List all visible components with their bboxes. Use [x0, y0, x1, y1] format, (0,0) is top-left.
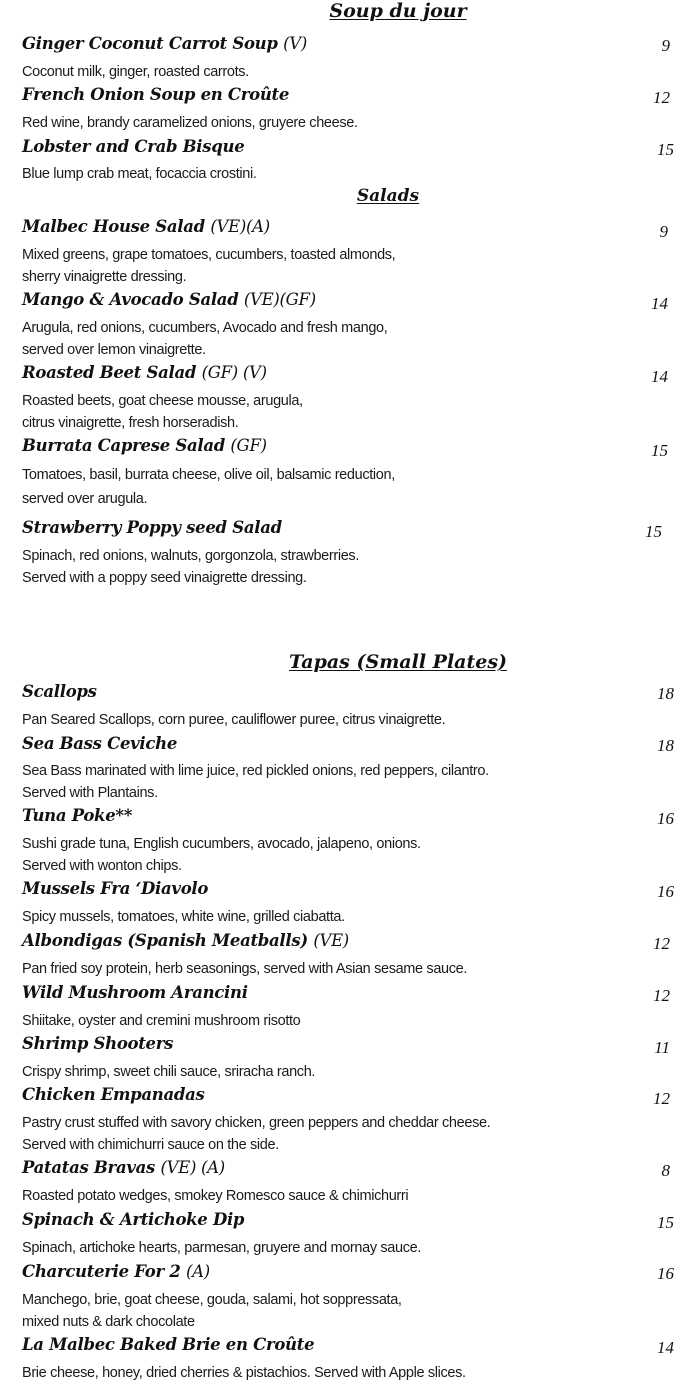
item-description: Sea Bass marinated with lime juice, red pickled onions, red peppers, cilantro. [22, 763, 489, 779]
item-name: French Onion Soup en Croûte [22, 85, 290, 104]
item-price: 12 [653, 1089, 670, 1108]
item-description: Roasted beets, goat cheese mousse, arugula, [22, 393, 303, 409]
item-price: 15 [657, 140, 674, 159]
item-description: Served with wonton chips. [22, 858, 182, 874]
item-price: 16 [657, 809, 674, 828]
item-name: Burrata Caprese Salad [22, 436, 225, 455]
item-price: 15 [651, 441, 668, 460]
item-tags: (VE)(GF) [243, 290, 316, 309]
item-tags: (GF) [230, 436, 267, 455]
item-price: 14 [651, 367, 668, 386]
item-description: Served with a poppy seed vinaigrette dressing. [22, 570, 307, 586]
item-description: Spinach, artichoke hearts, parmesan, gruyere and mornay sauce. [22, 1240, 422, 1256]
item-price: 9 [659, 222, 668, 241]
item-name: Tuna Poke** [22, 806, 133, 825]
item-description: Mixed greens, grape tomatoes, cucumbers, toasted almonds, [22, 247, 396, 263]
item-name: Strawberry Poppy seed Salad [22, 518, 282, 537]
item-name: Lobster and Crab Bisque [22, 137, 245, 156]
item-description: Brie cheese, honey, dried cherries & pistachios. Served with Apple slices. [22, 1365, 466, 1381]
item-description: Tomatoes, basil, burrata cheese, olive oil, balsamic reduction, [22, 467, 395, 483]
item-description: citrus vinaigrette, fresh horseradish. [22, 415, 239, 431]
item-description: Shiitake, oyster and cremini mushroom risotto [22, 1013, 301, 1029]
item-price: 14 [651, 294, 668, 313]
item-name: Roasted Beet Salad [22, 363, 197, 382]
item-name: Ginger Coconut Carrot Soup [22, 34, 278, 53]
item-price: 9 [661, 36, 670, 55]
item-description: Roasted potato wedges, smokey Romesco sauce & chimichurri [22, 1188, 409, 1204]
item-tags: (GF) (V) [201, 363, 267, 382]
item-name: Shrimp Shooters [22, 1034, 174, 1053]
item-name: Mango & Avocado Salad [22, 290, 239, 309]
item-description: sherry vinaigrette dressing. [22, 269, 187, 285]
item-price: 14 [657, 1338, 674, 1357]
item-description: served over lemon vinaigrette. [22, 342, 206, 358]
item-tags: (VE)(A) [210, 217, 270, 236]
item-price: 18 [657, 684, 674, 703]
item-tags: (V) [283, 34, 307, 53]
item-name: Charcuterie For 2 [22, 1262, 181, 1281]
item-description: Red wine, brandy caramelized onions, gruyere cheese. [22, 115, 358, 131]
item-name: Scallops [22, 682, 97, 701]
item-price: 12 [653, 986, 670, 1005]
item-tags: (A) [185, 1262, 210, 1281]
item-price: 8 [661, 1161, 670, 1180]
item-description: Sushi grade tuna, English cucumbers, avocado, jalapeno, onions. [22, 836, 421, 852]
item-name: Mussels Fra ‘Diavolo [22, 879, 209, 898]
item-tags: (VE) (A) [160, 1158, 225, 1177]
section-heading-soup: Soup du jour [329, 0, 467, 22]
item-description: Pastry crust stuffed with savory chicken, green peppers and cheddar cheese. [22, 1115, 491, 1131]
item-description: Pan fried soy protein, herb seasonings, served with Asian sesame sauce. [22, 961, 468, 977]
item-description: Spicy mussels, tomatoes, white wine, grilled ciabatta. [22, 909, 345, 925]
item-price: 11 [654, 1038, 670, 1057]
item-name: Sea Bass Ceviche [22, 734, 178, 753]
item-description: Pan Seared Scallops, corn puree, cauliflower puree, citrus vinaigrette. [22, 712, 446, 728]
item-price: 12 [653, 934, 670, 953]
item-price: 18 [657, 736, 674, 755]
item-name: Spinach & Artichoke Dip [22, 1210, 245, 1229]
item-name: Chicken Empanadas [22, 1085, 205, 1104]
item-description: Served with Plantains. [22, 785, 158, 801]
item-description: Coconut milk, ginger, roasted carrots. [22, 64, 249, 80]
item-name: Malbec House Salad [22, 217, 205, 236]
item-description: Manchego, brie, goat cheese, gouda, salami, hot soppressata, [22, 1292, 402, 1308]
item-description: Arugula, red onions, cucumbers, Avocado and fresh mango, [22, 320, 388, 336]
item-name: Patatas Bravas [22, 1158, 156, 1177]
item-description: Served with chimichurri sauce on the side. [22, 1137, 279, 1153]
item-description: Crispy shrimp, sweet chili sauce, sriracha ranch. [22, 1064, 316, 1080]
item-tags: (VE) [313, 931, 349, 950]
item-price: 16 [657, 1264, 674, 1283]
item-price: 12 [653, 88, 670, 107]
section-heading-salads: Salads [356, 186, 420, 206]
item-price: 16 [657, 882, 674, 901]
section-heading-tapas: Tapas (Small Plates) [288, 651, 508, 673]
item-price: 15 [657, 1213, 674, 1232]
item-price: 15 [645, 522, 662, 541]
item-description: Blue lump crab meat, focaccia crostini. [22, 166, 257, 182]
item-description: mixed nuts & dark chocolate [22, 1314, 195, 1330]
item-description: Spinach, red onions, walnuts, gorgonzola, strawberries. [22, 548, 359, 564]
item-description: served over arugula. [22, 491, 148, 507]
item-name: Albondigas (Spanish Meatballs) [22, 931, 308, 950]
item-name: La Malbec Baked Brie en Croûte [22, 1335, 315, 1354]
item-name: Wild Mushroom Arancini [22, 983, 248, 1002]
